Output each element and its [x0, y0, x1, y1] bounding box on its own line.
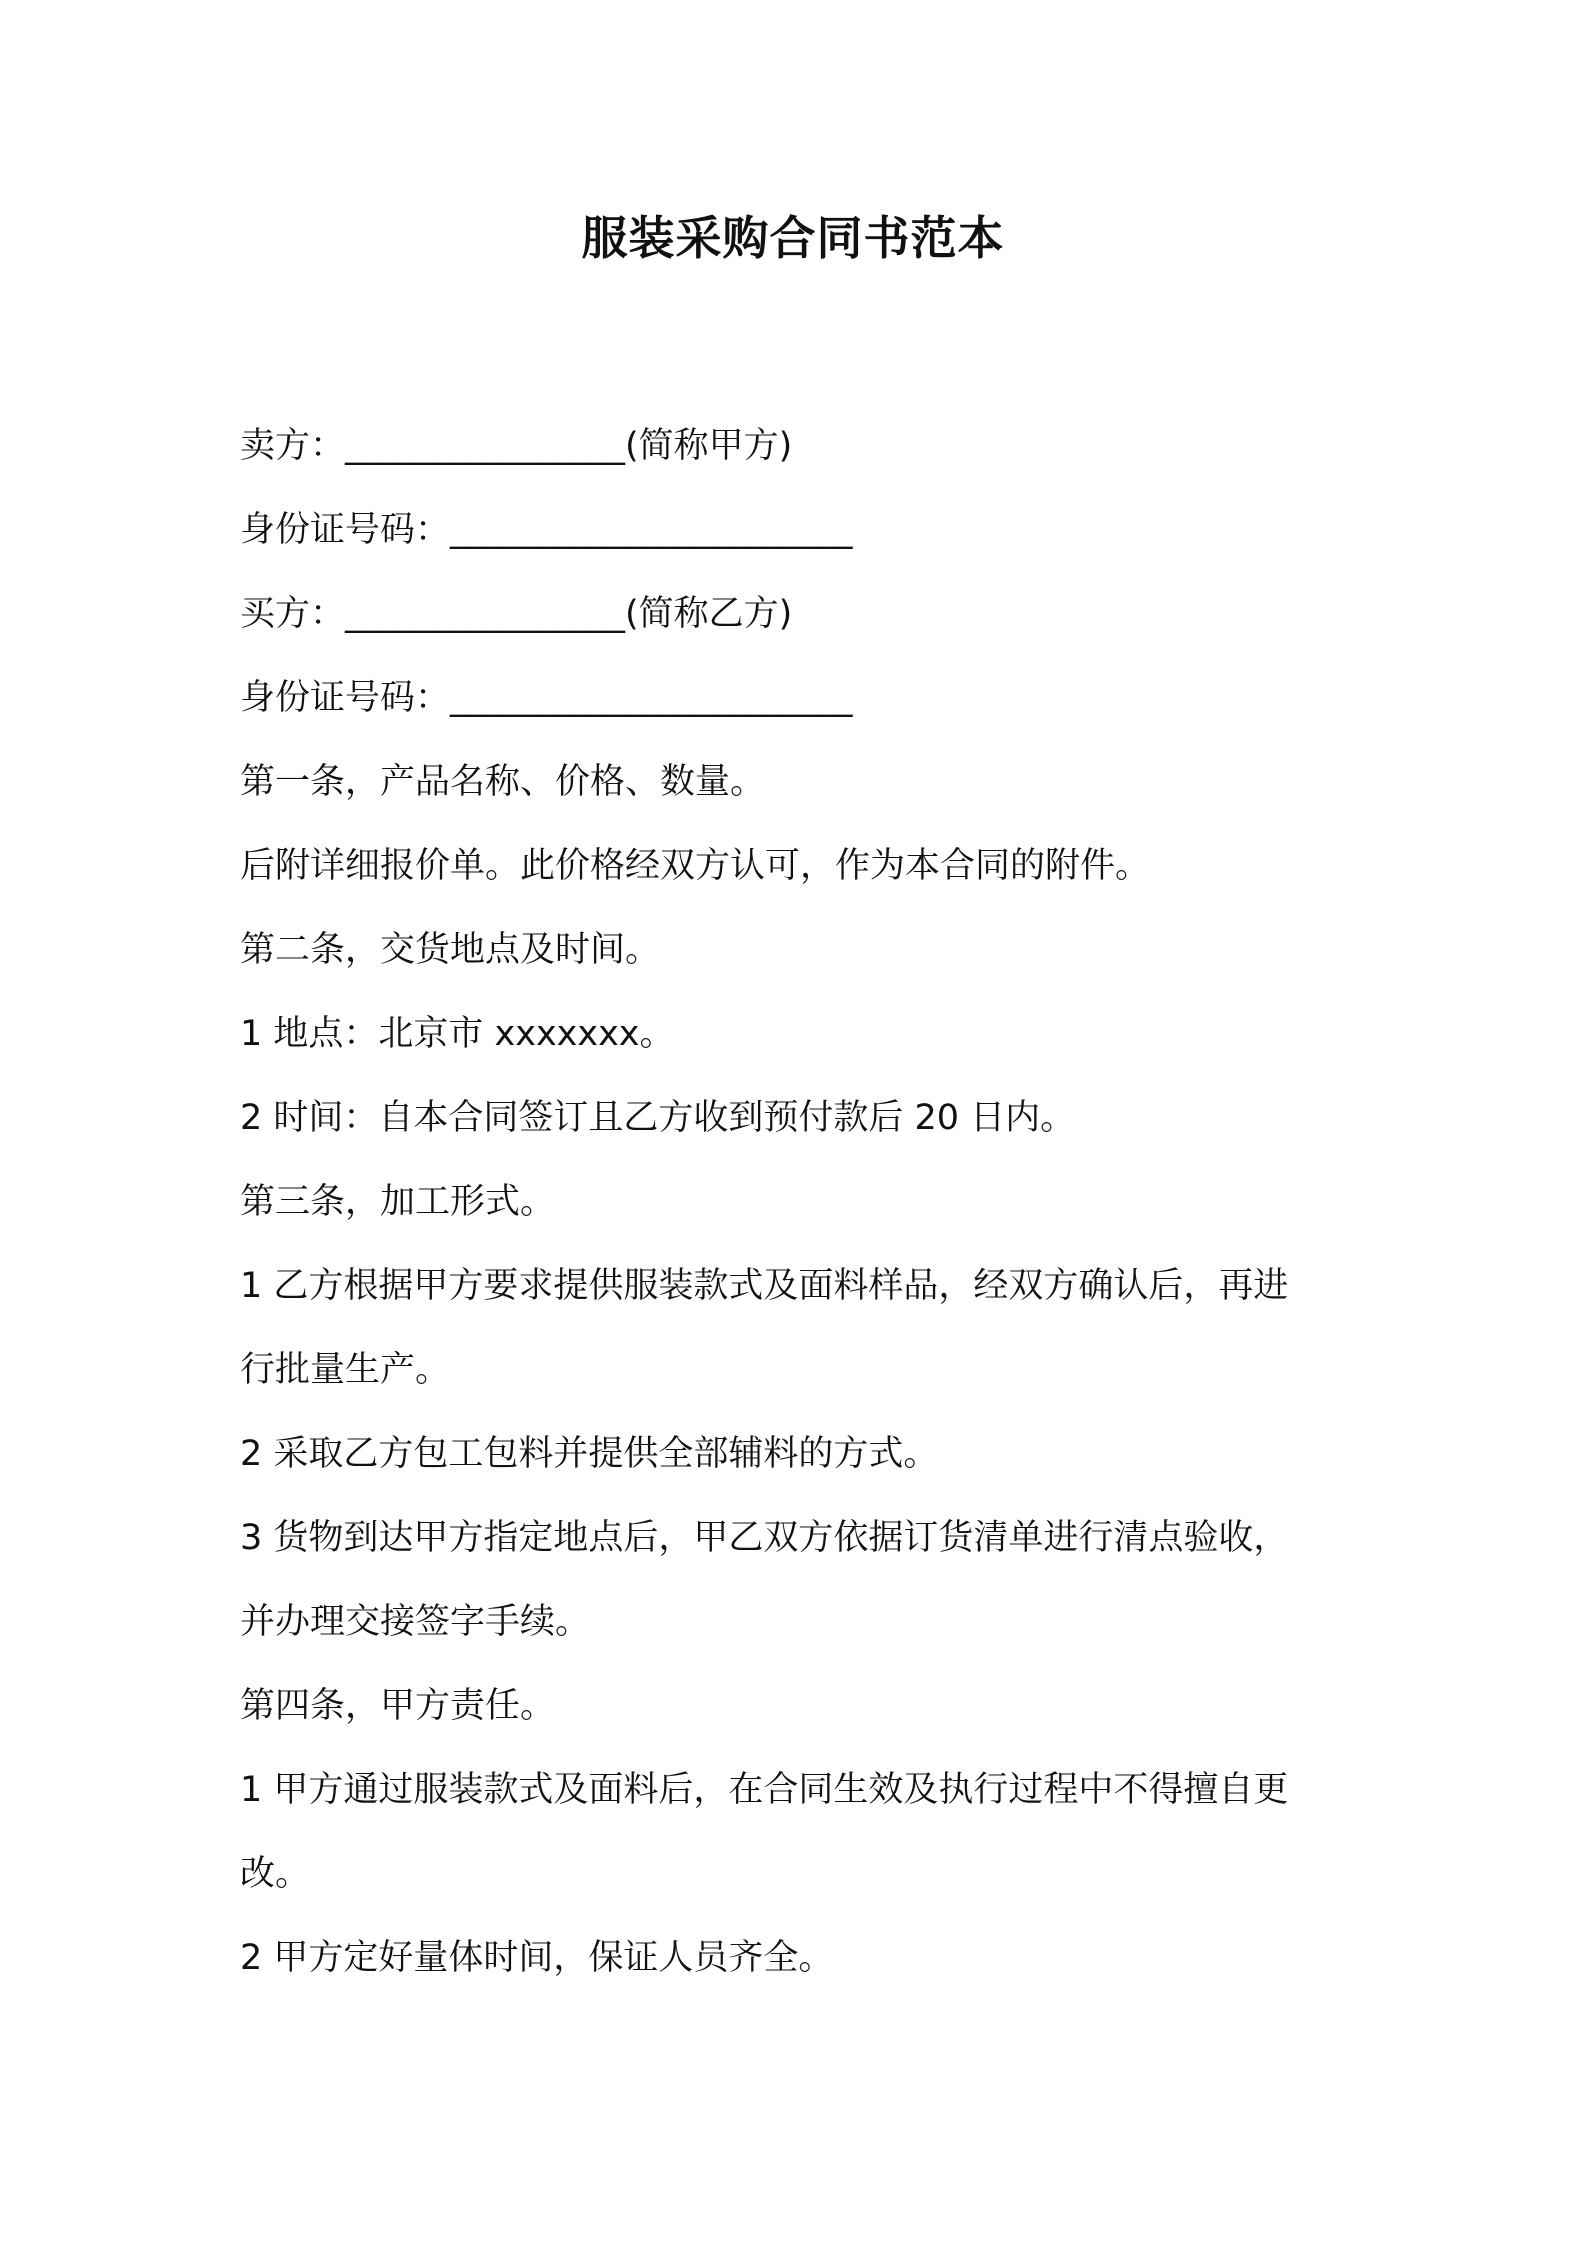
- seller-id-line: 身份证号码：_______________________: [240, 510, 853, 550]
- article-three-item-2: 2 采取乙方包工包料并提供全部辅料的方式。: [240, 1434, 939, 1474]
- article-three-item-3-continued: 并办理交接签字手续。: [240, 1602, 591, 1642]
- article-three-item-1-continued: 行批量生产。: [240, 1350, 451, 1390]
- seller-line: 卖方：________________(简称甲方): [240, 426, 793, 466]
- article-three-item-3: 3 货物到达甲方指定地点后，甲乙双方依据订货清单进行清点验收，: [240, 1518, 1289, 1558]
- article-four-heading: 第四条，甲方责任。: [240, 1686, 556, 1726]
- article-one-heading: 第一条，产品名称、价格、数量。: [240, 762, 766, 802]
- article-four-item-2: 2 甲方定好量体时间，保证人员齐全。: [240, 1938, 834, 1978]
- article-four-item-1-continued: 改。: [240, 1854, 311, 1894]
- article-three-item-1: 1 乙方根据甲方要求提供服装款式及面料样品，经双方确认后，再进: [240, 1266, 1289, 1306]
- buyer-id-line: 身份证号码：_______________________: [240, 678, 853, 718]
- contract-body: [240, 404, 1360, 2000]
- article-two-heading: 第二条，交货地点及时间。: [240, 930, 661, 970]
- article-four-item-1: 1 甲方通过服装款式及面料后，在合同生效及执行过程中不得擅自更: [240, 1770, 1289, 1810]
- article-two-item-2: 2 时间：自本合同签订且乙方收到预付款后 20 日内。: [240, 1098, 1076, 1138]
- article-one-text: 后附详细报价单。此价格经双方认可，作为本合同的附件。: [240, 846, 1151, 886]
- buyer-line: 买方：________________(简称乙方): [240, 594, 793, 634]
- article-three-heading: 第三条，加工形式。: [240, 1182, 556, 1222]
- article-two-item-1: 1 地点：北京市 xxxxxxx。: [240, 1014, 675, 1054]
- document-title: 服装采购合同书范本: [581, 211, 1005, 265]
